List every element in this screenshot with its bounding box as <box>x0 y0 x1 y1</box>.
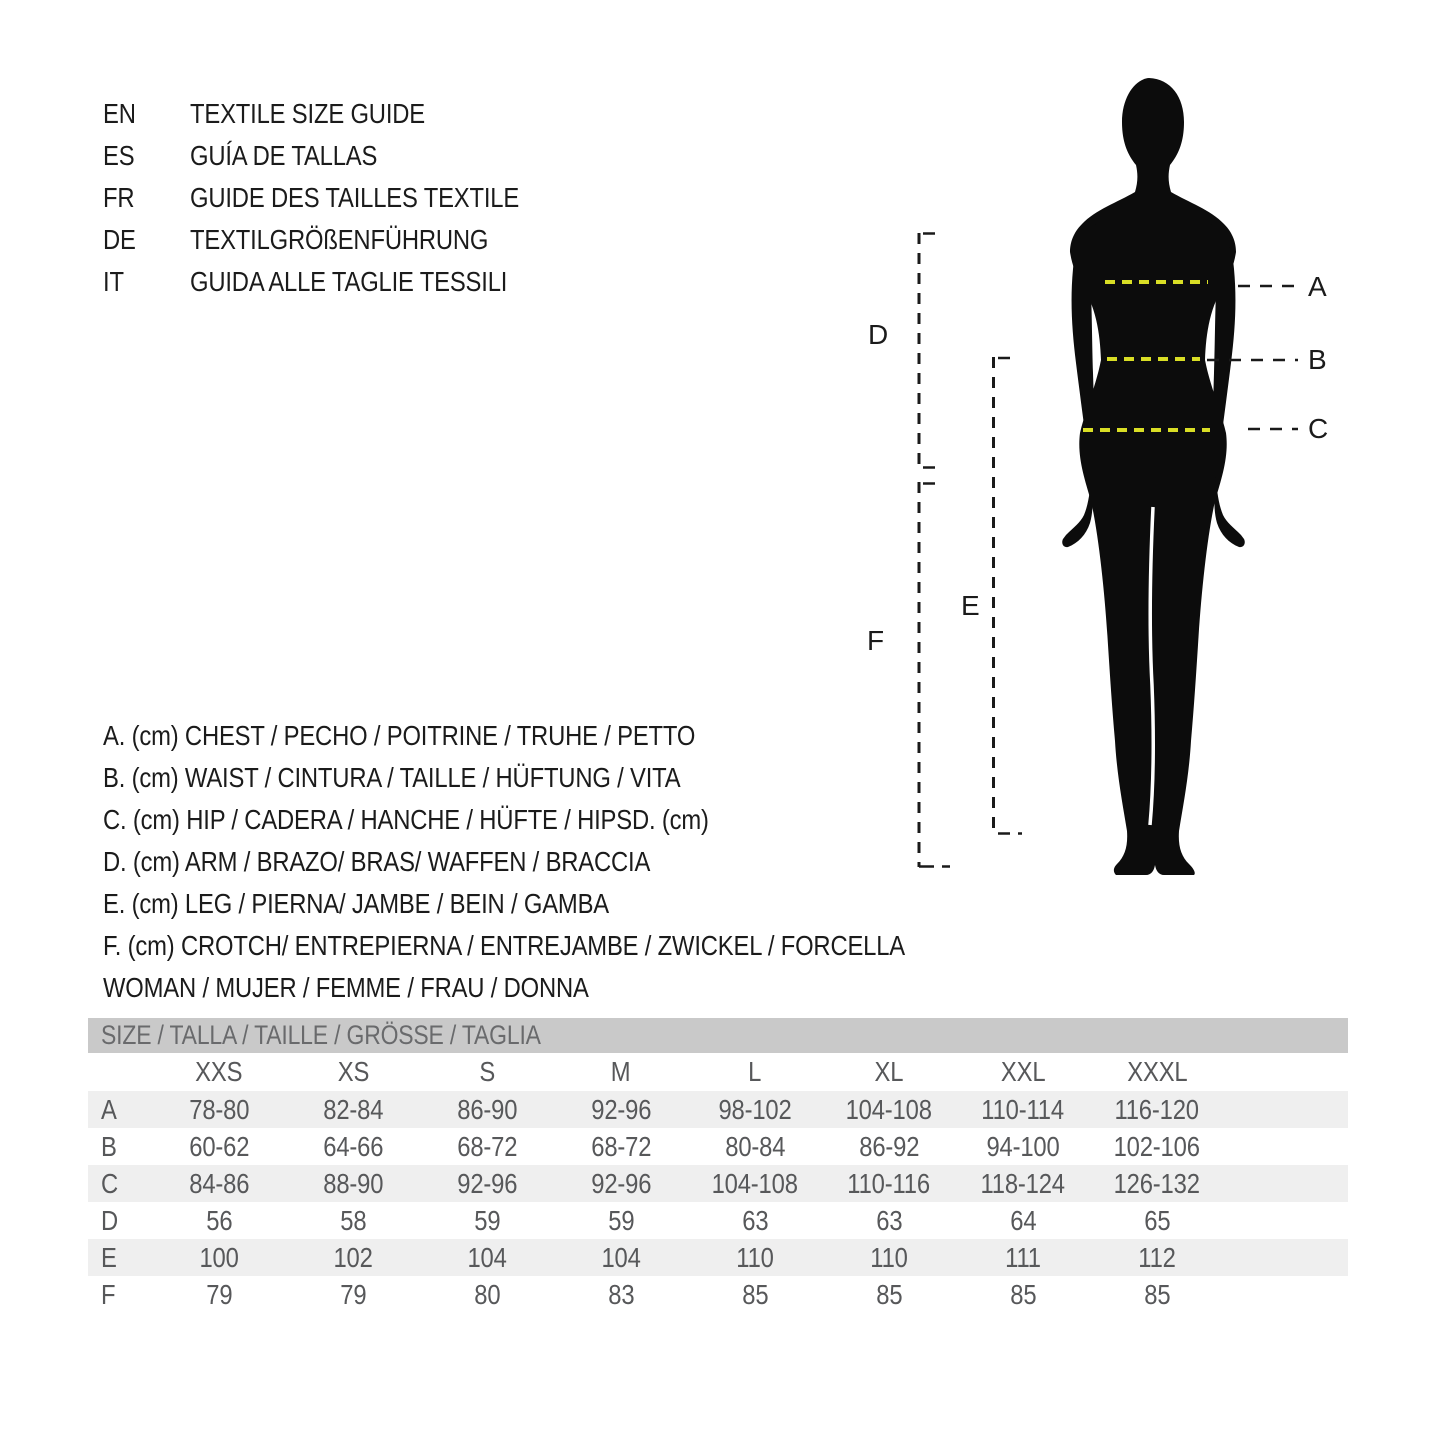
table-row <box>88 1239 1348 1276</box>
table-cell: 65 <box>1143 1205 1171 1236</box>
table-cell: 92-96 <box>590 1168 652 1199</box>
size-table-sizes-row <box>88 1053 1348 1091</box>
language-row <box>103 93 577 135</box>
table-cell: 79 <box>205 1279 233 1310</box>
table-cell: 118-124 <box>980 1168 1066 1199</box>
gender-heading-text: WOMAN / MUJER / FEMME / FRAU / DONNA <box>103 972 589 1003</box>
table-row <box>88 1128 1348 1165</box>
size-column-header: L <box>748 1056 762 1087</box>
size-column-header: XXL <box>1000 1056 1046 1087</box>
size-table-header-text: SIZE / TALLA / TAILLE / GRÖSSE / TAGLIA <box>101 1020 541 1050</box>
diagram-label-arm: D <box>868 319 889 350</box>
language-code: ES <box>103 140 135 171</box>
measurement-item: B. (cm) WAIST / CINTURA / TAILLE / HÜFTUNG / VITA <box>103 762 681 793</box>
table-cell: 112 <box>1138 1242 1176 1273</box>
row-label: E <box>101 1242 117 1273</box>
table-cell: 100 <box>199 1242 239 1273</box>
table-cell: 83 <box>607 1279 635 1310</box>
table-cell: 82-84 <box>322 1094 384 1125</box>
table-cell: 102-106 <box>1113 1131 1201 1162</box>
table-cell: 110 <box>870 1242 908 1273</box>
table-cell: 104-108 <box>711 1168 799 1199</box>
row-label: C <box>101 1168 119 1199</box>
measurement-item: C. (cm) HIP / CADERA / HANCHE / HÜFTE / HIPSD. (cm) <box>103 804 709 835</box>
language-row <box>103 219 577 261</box>
table-cell: 68-72 <box>590 1131 652 1162</box>
size-column-header: XXS <box>195 1056 243 1087</box>
table-cell: 85 <box>741 1279 769 1310</box>
diagram-label-hip: C <box>1308 413 1329 444</box>
language-title: TEXTILGRÖßENFÜHRUNG <box>190 224 489 255</box>
table-cell: 116-120 <box>1114 1094 1200 1125</box>
table-row <box>88 1091 1348 1128</box>
row-label: D <box>101 1205 119 1236</box>
table-cell: 104 <box>601 1242 641 1273</box>
table-cell: 85 <box>1009 1279 1037 1310</box>
diagram-label-chest: A <box>1308 271 1327 302</box>
table-cell: 104 <box>467 1242 507 1273</box>
size-column-header: XL <box>874 1056 904 1087</box>
table-cell: 88-90 <box>322 1168 384 1199</box>
language-legend <box>103 93 577 303</box>
table-cell: 104-108 <box>845 1094 933 1125</box>
size-table <box>88 1018 1348 1313</box>
table-cell: 85 <box>875 1279 903 1310</box>
measurement-diagram <box>850 60 1445 940</box>
table-cell: 80 <box>473 1279 501 1310</box>
row-label: A <box>101 1094 117 1125</box>
table-cell: 92-96 <box>456 1168 518 1199</box>
row-label: F <box>101 1279 116 1310</box>
measurement-item: A. (cm) CHEST / PECHO / POITRINE / TRUHE / PETTO <box>103 720 696 751</box>
table-cell: 98-102 <box>718 1094 792 1125</box>
diagram-label-crotch: F <box>867 625 885 656</box>
table-cell: 78-80 <box>188 1094 250 1125</box>
diagram-label-waist: B <box>1308 344 1327 375</box>
language-row <box>103 261 577 303</box>
table-row <box>88 1202 1348 1239</box>
diagram-label-leg: E <box>961 590 980 621</box>
table-cell: 86-90 <box>456 1094 518 1125</box>
language-title: TEXTILE SIZE GUIDE <box>190 98 425 129</box>
table-row <box>88 1276 1348 1313</box>
table-cell: 63 <box>875 1205 903 1236</box>
table-cell: 64 <box>1009 1205 1037 1236</box>
measurement-item: D. (cm) ARM / BRAZO/ BRAS/ WAFFEN / BRACCIA <box>103 846 651 877</box>
size-column-header: S <box>479 1056 495 1087</box>
table-row <box>88 1165 1348 1202</box>
table-cell: 80-84 <box>724 1131 786 1162</box>
language-code: DE <box>103 224 136 255</box>
table-cell: 92-96 <box>590 1094 652 1125</box>
language-code: EN <box>103 98 136 129</box>
table-cell: 56 <box>205 1205 233 1236</box>
measurement-item: F. (cm) CROTCH/ ENTREPIERNA / ENTREJAMBE / ZWICKEL / FORCELLA <box>103 930 906 961</box>
table-cell: 63 <box>741 1205 769 1236</box>
gender-heading <box>103 967 674 1009</box>
row-label: B <box>101 1131 117 1162</box>
language-code: IT <box>103 266 124 297</box>
dimension-lines <box>919 233 1022 867</box>
table-cell: 60-62 <box>188 1131 250 1162</box>
language-title: GUIDE DES TAILLES TEXTILE <box>190 182 520 213</box>
table-corner-cell <box>88 1053 152 1091</box>
size-table-header <box>88 1018 1348 1053</box>
table-cell: 58 <box>339 1205 367 1236</box>
measurement-item: E. (cm) LEG / PIERNA/ JAMBE / BEIN / GAMBA <box>103 888 609 919</box>
table-cell: 110-114 <box>981 1094 1065 1125</box>
size-column-header: XS <box>337 1056 369 1087</box>
table-cell: 110-116 <box>847 1168 931 1199</box>
table-cell: 59 <box>607 1205 635 1236</box>
table-cell: 84-86 <box>188 1168 250 1199</box>
size-column-header: XXXL <box>1126 1056 1188 1087</box>
table-cell: 94-100 <box>986 1131 1060 1162</box>
table-cell: 110 <box>736 1242 774 1273</box>
table-cell: 79 <box>339 1279 367 1310</box>
table-cell: 102 <box>333 1242 373 1273</box>
table-cell: 59 <box>473 1205 501 1236</box>
table-cell: 86-92 <box>858 1131 920 1162</box>
language-row <box>103 177 577 219</box>
table-cell: 85 <box>1143 1279 1171 1310</box>
language-title: GUÍA DE TALLAS <box>190 140 378 171</box>
language-title: GUIDA ALLE TAGLIE TESSILI <box>190 266 508 297</box>
diagram-svg <box>850 60 1445 940</box>
table-cell: 64-66 <box>322 1131 384 1162</box>
language-row <box>103 135 577 177</box>
size-column-header: M <box>611 1056 631 1087</box>
table-cell: 126-132 <box>1113 1168 1201 1199</box>
table-cell: 111 <box>1005 1242 1041 1273</box>
woman-silhouette <box>1062 78 1245 875</box>
language-code: FR <box>103 182 135 213</box>
table-cell: 68-72 <box>456 1131 518 1162</box>
